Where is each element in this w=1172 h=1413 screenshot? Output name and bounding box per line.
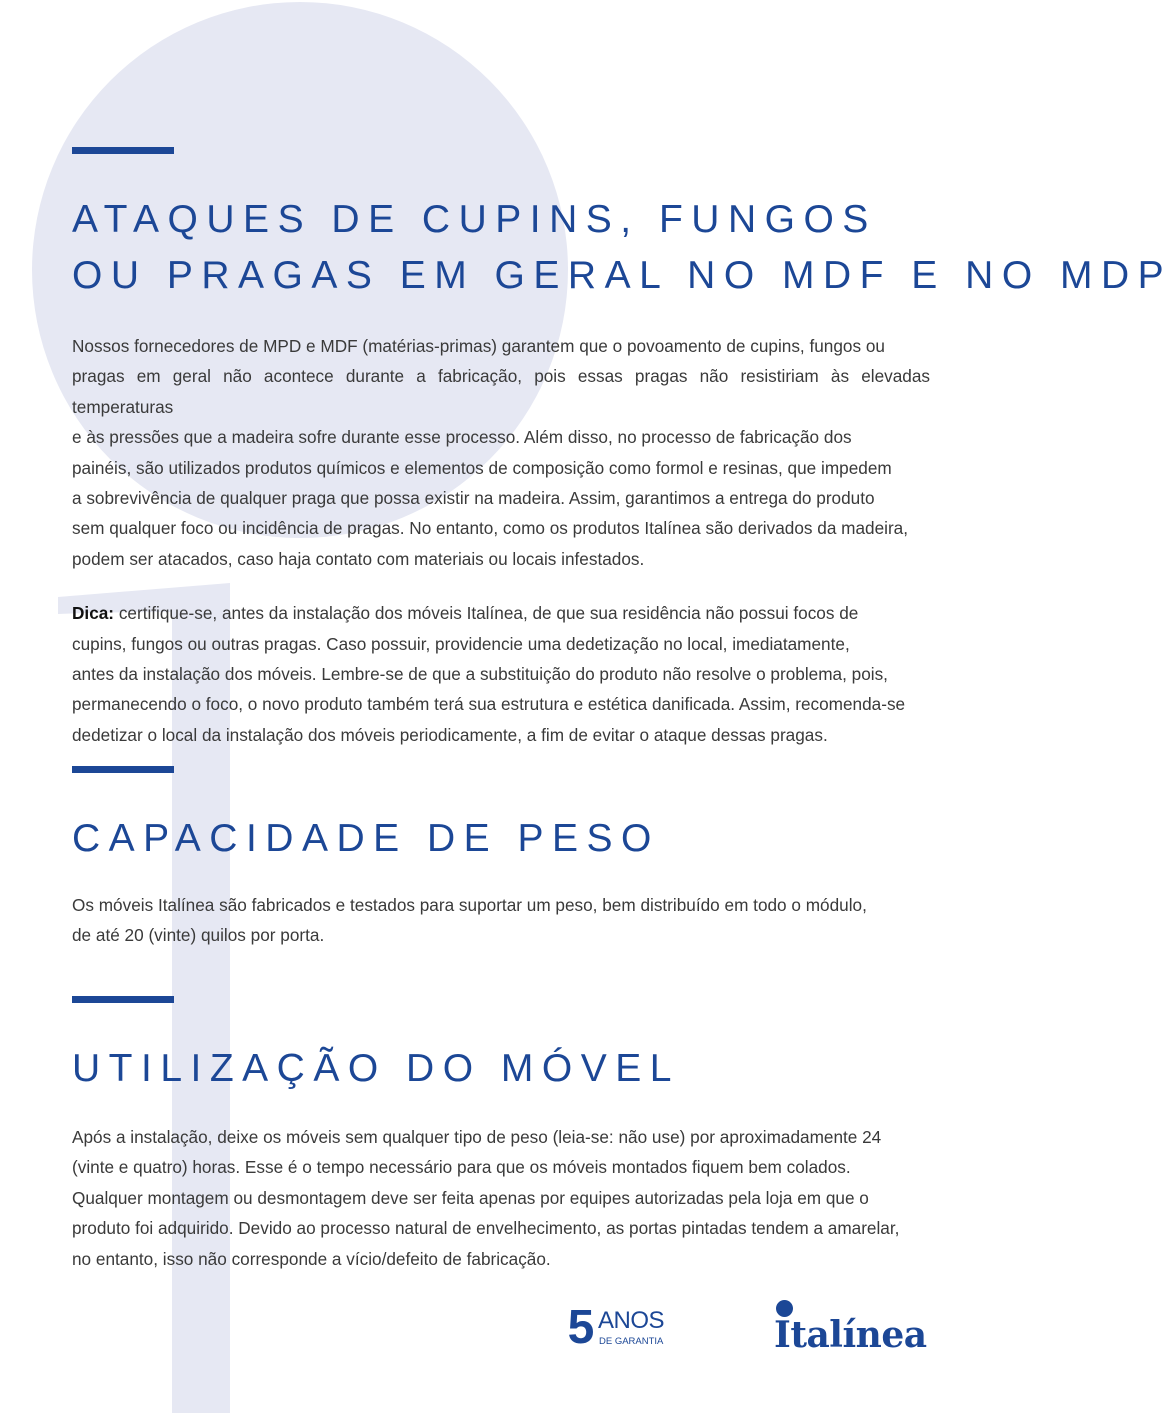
section-weight-capacity xyxy=(72,766,930,951)
body-line: Após a instalação, deixe os móveis sem qualquer tipo de peso (leia-se: não use) por aproximadamente 24 xyxy=(72,1127,882,1147)
heading-line: OU PRAGAS EM GERAL NO MDF E NO MDP xyxy=(72,254,1172,297)
body-line: Os móveis Italínea são fabricados e testados para suportar um peso, bem distribuído em todo o módulo, xyxy=(72,895,867,915)
body-line: painéis, são utilizados produtos químicos e elementos de composição como formol e resinas, que impedem xyxy=(72,457,892,478)
tip-line: cupins, fungos ou outras pragas. Caso possuir, providencie uma dedetização no local, imediatamente, xyxy=(72,633,850,654)
section-body xyxy=(72,1122,930,1274)
warranty-sub-label: DE GARANTIA xyxy=(599,1336,664,1347)
body-line: (vinte e quatro) horas. Esse é o tempo necessário para que os móveis montados fiquem bem colados. xyxy=(72,1157,851,1178)
body-line: sem qualquer foco ou incidência de pragas. No entanto, como os produtos Italínea são derivados da madeira, xyxy=(72,518,909,539)
tip-text: certifique-se, antes da instalação dos móveis Italínea, de que sua residência não possui focos de xyxy=(118,603,859,624)
tip-line: antes da instalação dos móveis. Lembre-se de que a substituição do produto não resolve o problema, pois, xyxy=(72,664,888,685)
body-line: Qualquer montagem ou desmontagem deve ser feita apenas por equipes autorizadas pela loja em que o xyxy=(72,1187,869,1208)
section-pests xyxy=(72,147,1172,750)
body-line: pragas em geral não acontece durante a fabricação, pois essas pragas não resistiriam às elevadas temperaturas xyxy=(72,366,930,417)
body-line: podem ser atacados, caso haja contato com materiais ou locais infestados. xyxy=(72,548,645,569)
tip-line: dedetizar o local da instalação dos móveis periodicamente, a fim de evitar o ataque dessas pragas. xyxy=(72,724,828,745)
body-line: de até 20 (vinte) quilos por porta. xyxy=(72,925,325,946)
section-body xyxy=(72,331,930,574)
section-furniture-use xyxy=(72,996,930,1274)
warranty-number: 5 xyxy=(567,1301,595,1354)
body-line: a sobrevivência de qualquer praga que possa existir na madeira. Assim, garantimos a entrega do produto xyxy=(72,488,875,509)
body-line: produto foi adquirido. Devido ao processo natural de envelhecimento, as portas pintadas tendem a amarelar, xyxy=(72,1218,900,1239)
brand-wordmark: Italínea xyxy=(774,1314,927,1356)
tip-label: Dica: xyxy=(72,603,115,624)
tip-line: permanecendo o foco, o novo produto também terá sua estrutura e estética danificada. Assim, recomenda-se xyxy=(72,694,906,715)
heading-line: ATAQUES DE CUPINS, FUNGOS xyxy=(72,198,877,241)
body-line: Nossos fornecedores de MPD e MDF (matérias-primas) garantem que o povoamento de cupins, fungos ou xyxy=(72,336,885,356)
section-accent-bar xyxy=(72,996,174,1003)
body-line: no entanto, isso não corresponde a vício/defeito de fabricação. xyxy=(72,1248,551,1269)
warranty-badge xyxy=(566,1302,666,1354)
section-heading xyxy=(72,192,1172,304)
brand-logo xyxy=(774,1300,934,1360)
section-body xyxy=(72,890,930,951)
tip-paragraph xyxy=(72,598,930,750)
heading-line: CAPACIDADE DE PESO xyxy=(72,817,660,860)
heading-line: UTILIZAÇÃO DO MÓVEL xyxy=(72,1047,680,1090)
tip-line xyxy=(72,598,930,628)
section-accent-bar xyxy=(72,766,174,773)
warranty-years-label: ANOS xyxy=(598,1307,665,1334)
section-accent-bar xyxy=(72,147,174,154)
body-line: e às pressões que a madeira sofre durante esse processo. Além disso, no processo de fabricação dos xyxy=(72,427,852,448)
section-heading xyxy=(72,1041,930,1097)
section-heading xyxy=(72,811,930,867)
